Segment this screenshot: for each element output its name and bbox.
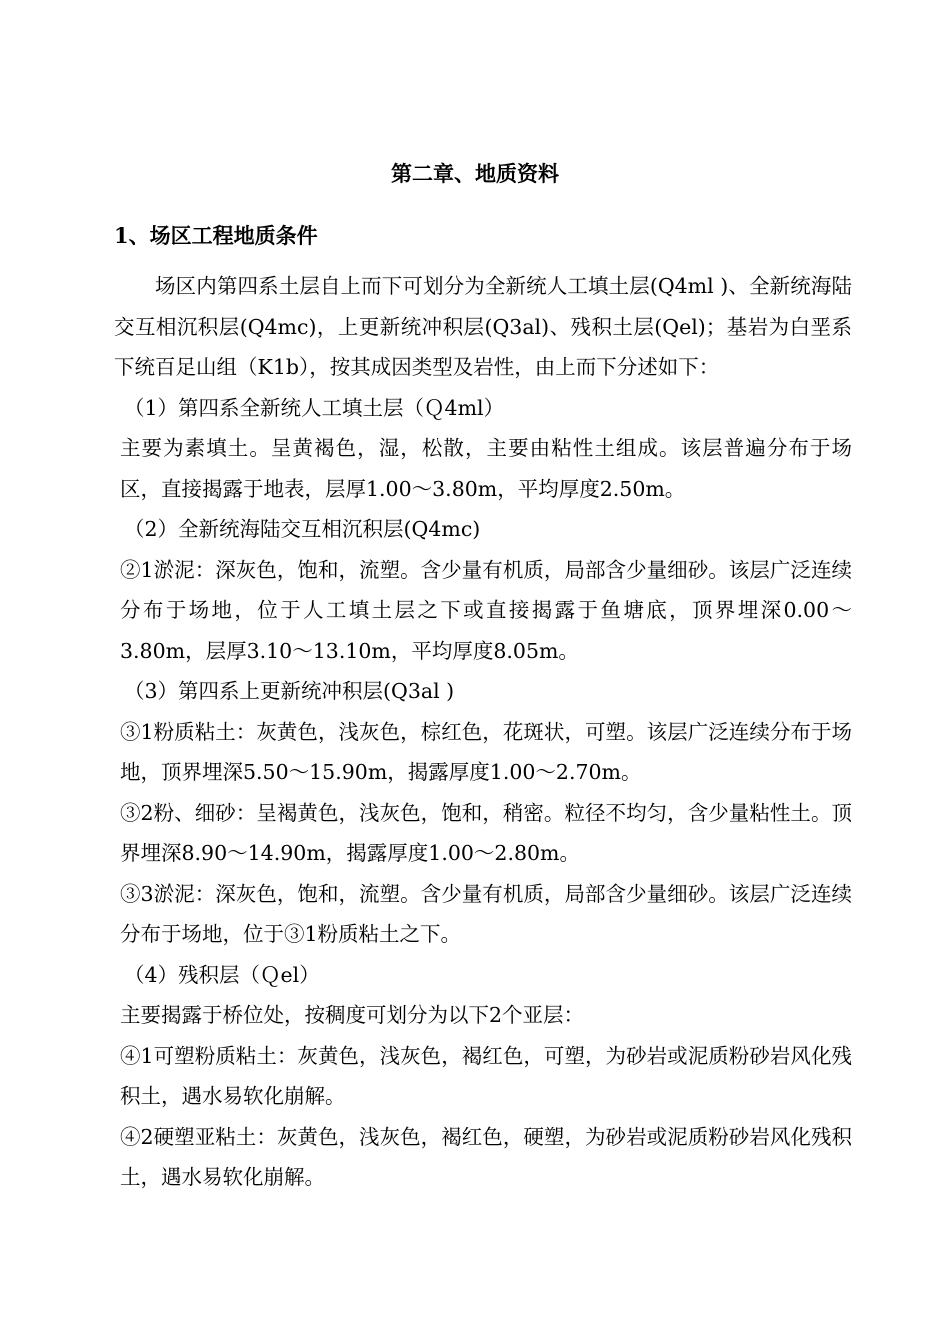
chapter-title: 第二章、地质资料 — [391, 161, 559, 186]
intro-paragraph: 场区内第四系土层自上而下可划分为全新统人工填土层(Q4ml )、全新统海陆交互相沉积层(Q4mc)，上更新统冲积层(Q3al)、残积土层(Qel)；基岩为白垩系下统百足山组（K1b），按其成因类型及岩性，由上而下分述如下： — [114, 274, 852, 379]
layer2-heading: （2）全新统海陆交互相沉积层(Q4mc) — [124, 517, 481, 541]
layer3-2-description: ③2粉、细砂：呈褐黄色，浅灰色，饱和，稍密。粒径不均匀，含少量粘性土。顶界埋深8.90～14.90m，揭露厚度1.00～2.80m。 — [120, 800, 852, 865]
layer4-2-description: ④2硬塑亚粘土：灰黄色，浅灰色，褐红色，硬塑，为砂岩或泥质粉砂岩风化残积土，遇水易软化崩解。 — [120, 1124, 852, 1189]
layer4-1-description: ④1可塑粉质粘土：灰黄色，浅灰色，褐红色，可塑，为砂岩或泥质粉砂岩风化残积土，遇水易软化崩解。 — [120, 1043, 852, 1108]
document-body — [114, 266, 852, 1198]
layer3-heading: （3）第四系上更新统冲积层(Q3al ) — [124, 679, 455, 703]
layer4-description: 主要揭露于桥位处，按稠度可划分为以下2个亚层： — [120, 1003, 585, 1027]
layer3-1-description: ③1粉质粘土：灰黄色，浅灰色，棕红色，花斑状，可塑。该层广泛连续分布于场地，顶界埋深5.50～15.90m，揭露厚度1.00～2.70m。 — [120, 719, 852, 784]
layer2-1-description: ②1淤泥：深灰色，饱和，流塑。含少量有机质，局部含少量细砂。该层广泛连续分布于场地，位于人工填土层之下或直接揭露于鱼塘底，顶界埋深0.00～3.80m，层厚3.10～13.10m，平均厚度8.05m。 — [120, 557, 852, 663]
section-heading: 1、场区工程地质条件 — [114, 223, 318, 248]
layer3-3-description: ③3淤泥：深灰色，饱和，流塑。含少量有机质，局部含少量细砂。该层广泛连续分布于场地，位于③1粉质粘土之下。 — [120, 881, 852, 946]
layer1-description: 主要为素填土。呈黄褐色，湿，松散，主要由粘性土组成。该层普遍分布于场区，直接揭露于地表，层厚1.00～3.80m，平均厚度2.50m。 — [120, 436, 852, 501]
layer4-heading: （4）残积层（Ｑel） — [124, 962, 320, 987]
layer1-heading: （1）第四系全新统人工填土层（Ｑ4ml） — [124, 395, 505, 420]
